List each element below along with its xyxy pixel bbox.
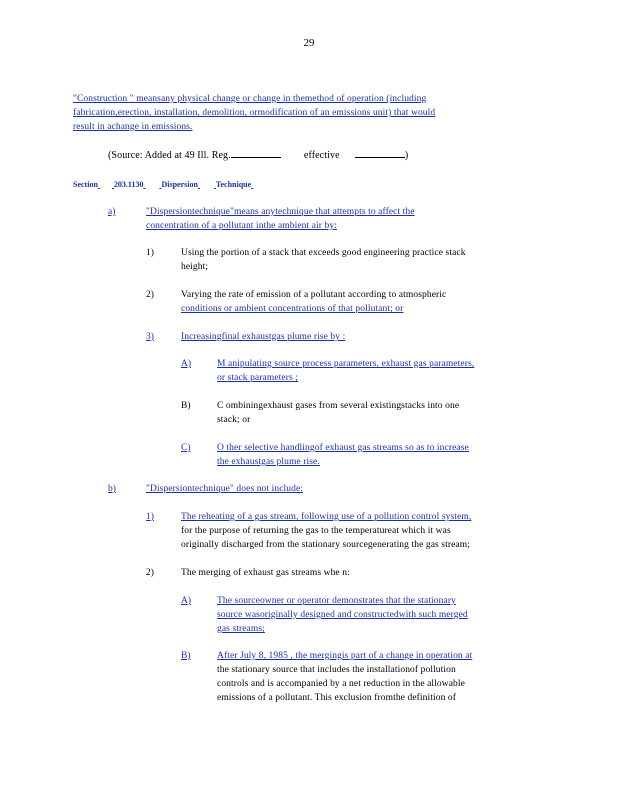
item-b2B-line-1: After July 8, 1985 , the mergingis part of a change in operation at — [217, 651, 473, 661]
construction-line-1: "Construction " meansany physical change or change in themethod of operation (including — [73, 94, 427, 104]
item-a3A-line-1: M anipulating source process parameters, exhaust gas parameters, — [217, 359, 475, 369]
construction-line-2: fabrication,erection, installation, demolition, ormodification of an emissions unit) that would — [73, 108, 436, 118]
item-b2A-line-2: source wasoriginally designed and constructedwith such merged — [217, 610, 468, 620]
section-heading — [73, 180, 271, 189]
subsection-a-line-2: concentration of a pollutant inthe ambient air by: — [146, 221, 337, 231]
subsection-b-line-1: "Dispersiontechnique" does not include: — [146, 484, 304, 494]
item-a3A-text — [217, 357, 474, 385]
item-b2B-line-2: the stationary source that includes the installationof pollution — [217, 665, 456, 675]
item-a3-label: 3) — [146, 332, 154, 342]
source-effective-blank — [355, 148, 405, 158]
subsection-b-text — [146, 482, 303, 496]
item-a1-line-2: height; — [181, 262, 209, 272]
item-b2B-line-3: controls and is accompanied by a net reduction in the allowable — [217, 679, 465, 689]
subsection-a-text — [146, 205, 415, 233]
item-b2-label: 2) — [146, 568, 154, 578]
item-b2B-label: B) — [181, 651, 191, 661]
item-a3A-line-2: or stack parameters ; — [217, 373, 298, 383]
item-b1-text — [181, 510, 471, 552]
item-a3A-label: A) — [181, 359, 192, 369]
item-a3B-text — [217, 399, 459, 427]
subsection-a-label: a) — [108, 207, 116, 217]
source-suffix: ) — [404, 150, 409, 161]
item-a2-line-1: Varying the rate of emission of a pollutant according to atmospheric — [181, 290, 447, 300]
item-a1-label: 1) — [146, 248, 154, 258]
item-b2B-text — [217, 649, 472, 705]
section-title-2: Technique — [215, 180, 252, 189]
source-reg-blank — [231, 148, 281, 158]
item-b2-text — [181, 566, 350, 580]
page-number: 29 — [303, 37, 315, 49]
source-effective-label: effective — [303, 150, 340, 161]
section-title-1: Dispersion — [161, 180, 198, 189]
item-b2A-line-1: The sourceowner or operator demonstrates that the stationary — [217, 596, 456, 606]
item-a3C-label: C) — [181, 443, 191, 453]
item-b2A-label: A) — [181, 596, 192, 606]
item-a3B-line-2: stack; or — [217, 415, 251, 425]
item-b1-line-2: for the purpose of returning the gas to the temperatureat which it was — [181, 526, 451, 536]
source-prefix: (Source: Added at 49 Ill. Reg. — [108, 150, 231, 161]
item-a3C-line-2: the exhaustgas plume rise. — [217, 457, 320, 467]
item-a3C-line-1: O ther selective handlingof exhaust gas streams so as to increase — [217, 443, 469, 453]
item-b2-line-1: The merging of exhaust gas streams whe n: — [181, 568, 350, 578]
item-a1-line-1: Using the portion of a stack that exceeds good engineering practice stack — [181, 248, 466, 258]
item-a1-text — [181, 246, 466, 274]
item-a3-line-1: Increasingfinal exhaustgas plume rise by : — [181, 332, 346, 342]
section-label: Section — [73, 180, 98, 189]
source-note — [108, 148, 408, 163]
item-a2-label: 2) — [146, 290, 154, 300]
item-a3B-line-1: C ombiningexhaust gases from several existingstacks into one — [217, 401, 460, 411]
item-a3-text — [181, 330, 345, 344]
item-b1-line-3: originally discharged from the stationary sourcegenerating the gas stream; — [181, 540, 470, 550]
item-a2-line-2: conditions or ambient concentrations of that pollutant; or — [181, 304, 404, 314]
subsection-a-line-1: "Dispersiontechnique"means anytechnique that attempts to affect the — [146, 207, 415, 217]
item-a3C-text — [217, 441, 469, 469]
item-a2-text — [181, 288, 446, 316]
item-b2A-text — [217, 594, 468, 636]
item-b1-line-1: The reheating of a gas stream, following use of a pollution control system, — [181, 512, 472, 522]
item-b2B-line-4: emissions of a pollutant. This exclusion fromthe definition of — [217, 693, 457, 703]
subsection-b-label: b) — [108, 484, 116, 494]
item-b1-label: 1) — [146, 512, 154, 522]
item-b2A-line-3: gas streams; — [217, 624, 265, 634]
section-number: 203.1130 — [113, 180, 144, 189]
construction-line-3: result in achange in emissions. — [73, 122, 193, 132]
construction-definition — [73, 92, 543, 134]
item-a3B-label: B) — [181, 401, 191, 411]
